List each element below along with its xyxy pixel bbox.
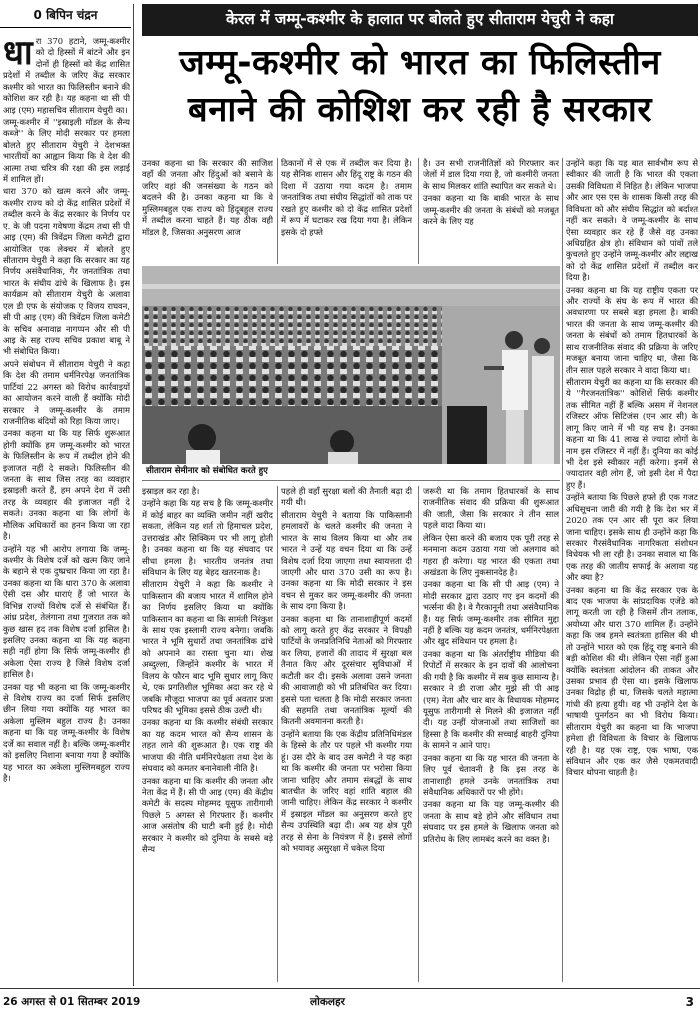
page-number: 3 bbox=[685, 995, 694, 1009]
article-column-4-bottom bbox=[423, 486, 559, 982]
left-column-body bbox=[3, 36, 130, 784]
column-rule bbox=[418, 158, 419, 264]
paragraph: उन्होंने कहा कि यह सच है कि जम्मू-कश्मीर में कोई बाहर का व्यक्ति जमीन नहीं खरीद सकता, लेकिन यह शर्त तो हिमाचल प्रदेश, उत्तराखंड और सिक्किम पर भी लागू होती है। उनका कहना था कि यह संघवाद पर सीधा हमला है। भारतीय जनतंत्र तथा संविधान के लिए यह बेहद खतरनाक है। bbox=[142, 498, 273, 577]
paragraph: उनका कहना था कि यह राष्ट्रीय एकता पर और राज्यों के संघ के रूप में भारत की अवधारणा पर सबसे बड़ा हमला है। बाकी भारत की जनता के साथ जम्मू-कश्मीर की जनता के संबंधों को तमाम हितधारकों के साथ राजनीतिक संवाद की प्रक्रिया के जरिए मजबूत बनाया जाना चाहिए था, जैसा कि तीन साल पहले सरकार ने वादा किया था। bbox=[566, 284, 698, 375]
paragraph: उनका कहना था कि यह सिर्फ शुरूआत होगी क्योंकि हम जम्मू-कश्मीर को भारत के फिलिस्तीन के रूप में तब्दील होने की इजाजत नहीं दे सकते। फिलिस्तीन की जनता के साथ जिस तरह का व्यवहार इस्राइली करते हैं, हम अपने देश में उसी तरह के व्यवहार की इजाजत नहीं दे सकते। उनका कहना था कि लोगों के मौलिक अधिकारों का हनन किया जा रहा है। bbox=[3, 428, 130, 542]
article-column-2-top bbox=[142, 158, 273, 264]
paragraph: उनका कहना था कि सी पी आइ (एम) ने मोदी सरकार द्वारा उठाए गए इन कदमों की भर्त्सना की है। वे गैरकानूनी तथा असंवैधानिक हैं। यह सिर्फ जम्मू-कश्मीर तक सीमित मुद्दा नहीं है बल्कि यह कदम जनतंत्र, धर्मनिरपेक्षता और खुद संविधान पर हमला है। bbox=[423, 579, 559, 647]
paragraph: उनका कहना था कि कश्मीर संबंधी सरकार का यह कदम भारत को सैन्य शासन के तहत लाने की शुरूआत है। एक राष्ट्र की भाजपा की नीति धर्मनिरपेक्षता तथा देश के संघवाद को कमतर बनानेवाली नीति है। bbox=[142, 717, 273, 774]
seminar-photo bbox=[142, 266, 560, 464]
headline bbox=[142, 40, 698, 134]
paragraph: उनका कहना था कि बाकी भारत के साथ जम्मू-कश्मीर की जनता के संबंधों को मजबूत करने के लिए यह bbox=[423, 193, 559, 227]
kicker-banner: केरल में जम्मू-कश्मीर के हालात पर बोलते हुए सीताराम येचुरी ने कहा bbox=[142, 4, 698, 36]
paragraph: उन्होंने यह भी आरोप लगाया कि जम्मू-कश्मीर के विशेष दर्जे को खत्म किए जाने के बहाने से एक दुष्प्रचार किया जा रहा है। उनका कहना था कि धारा 370 के अलावा ऐसी दस और धाराएं हैं जो भारत के विभिन्न राज्यों विशेष दर्जे से संबंधित हैं। आंध्र प्रदेश, तेलंगाना तथा गुजरात तक को कुछ खास हद तक विशेष दर्जा हासिल है। इसलिए उनका कहना था कि यह कहना सही नहीं होगा कि सिर्फ जम्मू-कश्मीर ही अकेला ऐसा राज्य है जिसे विशेष दर्जा हासिल है। bbox=[3, 543, 130, 680]
headline-line-1: जम्मू-कश्मीर को भारत का फिलिस्तीन bbox=[179, 43, 661, 83]
paragraph: पहले ही वहाँ सुरक्षा बलों की तैनाती बढ़ा दी गयी थी। bbox=[281, 486, 412, 508]
article-column-3-top bbox=[281, 158, 412, 264]
paragraph: उनका कहना था कि अंतर्राष्ट्रीय मीडिया की रिपोर्टों में सरकार के इन दावों की आलोचना की गयी है कि कश्मीर में सब कुछ सामान्य है। सरकार ने डी राजा और मुझे सी पी आइ (एम) नेता और चार बार के विधायक मोहम्मद यूसुफ तारीगामी से मिलने की इजाजत नहीं दी। यह उन्हीं योजनाओं तथा साजिशों का हिस्सा है कि कश्मीर की सच्चाई बाहरी दुनिया के सामने न आने पाए। bbox=[423, 648, 559, 751]
paragraph: उनका कहना था कि कश्मीर की जनता और नेता केंद्र में हैं। सी पी आइ (एम) की केंद्रीय कमेटी के सदस्य मोहम्मद यूसुफ तारीगामी पिछले 5 अगस्त से गिरफ्तार हैं। कश्मीर आज असंतोष की घाटी बनी हुई है। मोदी सरकार ने कश्मीर को दुनिया के सबसे बड़े सैन्य bbox=[142, 775, 273, 855]
paragraph: लेकिन ऐसा करने की बजाय एक पूरी तरह से मनमाना कदम उठाया गया जो अलगाव को गहरा ही करेगा। यह भारत की एकता तथा अखंडता के लिए नुकसानदेह है। bbox=[423, 532, 559, 577]
paragraph: सीताराम येचुरी ने बताया कि पाकिस्तानी हमलावरों के चलते कश्मीर की जनता ने भारत के साथ विलय किया था और तब भारत ने उन्हें यह वचन दिया था कि उन्हें विशेष दर्जा दिया जाएगा तथा स्वायत्तता दी जाएगी और धारा 370 उसी का रूप है। उनका कहना था कि मोदी सरकार ने इस वचन से मुकर कर जम्मू-कश्मीर की जनता के साथ दगा किया है। bbox=[281, 509, 412, 612]
column-divider bbox=[133, 4, 134, 986]
paragraph: सीताराम येचुरी ने कहा कि कश्मीर ने पाकिस्तान की बजाय भारत में शामिल होने का निर्णय इसलिए किया था क्योंकि पाकिस्तान का कहना था कि सामंती निरंकुश के साथ एक इस्लामी राज्य बनेगा। जबकि भारत ने भूमि सुधारों तथा जनतांत्रिक ढांचे को अपनाने का रास्ता चुना था। शेख अब्दुल्ला, जिन्होंने कश्मीर के भारत में विलय के फौरन बाद भूमि सुधार लागू किए थे, एक प्रगतिशील भूमिका अदा कर रहे थे जबकि मौजूदा भाजपा का पूर्व अवतार प्रजा परिषद की भूमिका इससे ठीक उल्टी थी। bbox=[142, 579, 273, 716]
photo-caption: सीताराम सेमीनार को संबोधित करते हुए bbox=[142, 466, 560, 481]
column-rule bbox=[277, 158, 278, 264]
paragraph: जरूरी था कि तमाम हितधारकों के साथ राजनीतिक संवाद की प्रक्रिया की शुरूआत की जाती, जैसा कि सरकार ने तीन साल पहले वादा किया था। bbox=[423, 486, 559, 531]
left-column bbox=[3, 36, 130, 984]
paragraph: उनका कहना था कि सरकार की साजिश वहाँ की जनता और हिंदुओं को बसाने के जरिए वहां की जनसंख्या के गठन को बदलने की है। उनका कहना था कि वे मुस्लिमबहुल एक राज्य को हिंदूबहुल राज्य में तब्दील करना चाहते हैं। यह ठीक वही मॉडल है, जिसका अनुसरण आज bbox=[142, 158, 273, 237]
paragraph: रा 370 हटाने, जम्मू-कश्मीर को दो हिस्सों में बांटने और इन दोनों ही हिस्सों को केंद्र शासित प्रदेशों में तब्दील के जरिए केंद्र सरकार कश्मीर को भारत का फिलिस्तीन बनाने की कोशिश कर रही है। यह कहना था सी पी आइ (एम) महासचिव सीताराम येचुरी का। bbox=[3, 36, 130, 115]
paragraph: है। उन सभी राजनीतिज्ञों को गिरफ्तार कर जेलों में डाल दिया गया है, जो कश्मीरी जनता के साथ मिलकर शांति स्थापित कर सकते थे। bbox=[423, 158, 559, 191]
paragraph: ठिकानों में से एक में तब्दील कर दिया है। यह सैनिक शासन और हिंदू राष्ट्र के गठन की दिशा में उठाया गया कदम है। तमाम जनतांत्रिक तथा संघीय सिद्धांतों को ताक पर रखते हुए कश्मीर को दो केंद्र शासित प्रदेशों में रूप में घटाकर रख दिया गया है। लेकिन इसके दो हफ्ते bbox=[281, 158, 412, 237]
column-rule bbox=[418, 486, 419, 982]
paragraph: सीताराम येचुरी का कहना था कि सरकार की ये ''गैरजनतांत्रिक'' कोशिशें सिर्फ कश्मीर तक सीमित नहीं हैं बल्कि असम में नेशनल रजिस्टर ऑफ सिटिजंस (एन आर सी) के लागू किए जाने में भी यह सच है। उनका कहना था कि 41 लाख से ज्यादा लोगों के नाम इस रजिस्टर में नहीं हैं। दुनिया का कोई भी देश इसे स्वीकार नहीं करेगा। इनमें से ज्यादातर वही लोग हैं, जो इसी देश में पैदा हुए हैं। bbox=[566, 377, 698, 490]
author-byline: 0 बिपिन चंद्रन bbox=[0, 4, 131, 28]
column-rule bbox=[562, 158, 563, 982]
article-column-4-top bbox=[423, 158, 559, 264]
paragraph: उन्होंने बताया कि पिछले हफ्ते ही एक गजट अधिसूचना जारी की गयी है कि देश भर में 2020 तक एन आर सी पूरा कर लिया जाना चाहिए। इसके साथ ही उन्होंने कहा कि सरकार गैरसंवैधानिक नागरिकता संशोधन विधेयक भी ला रही है। उनका सवाल था कि एक तरह की जातीय सफाई के अलावा यह और क्या है? bbox=[566, 492, 698, 583]
page-footer bbox=[0, 988, 700, 1013]
paragraph: उनका कहना था कि यह भारत की जनता के लिए पूर्व चेतावनी है कि इस तरह के तानाशाही हमले उनके जनतांत्रिक तथा संवैधानिक अधिकारों पर भी होंगे। bbox=[423, 752, 559, 797]
paragraph: उन्होंने कहा कि यह बात सार्वभौम रूप से स्वीकार की जाती है कि भारत की एकता उसकी विविधता में निहित है। लेकिन भाजपा और आर एस एस के शासक किसी तरह की विविधता को और संघीय सिद्धांत को बर्दाश्त नहीं कर सकते। वे जम्मू-कश्मीर के साथ ऐसा व्यवहार कर रहे हैं जैसे वह उनका अधिग्रहित क्षेत्र हो। संविधान को पांवों तले कुचलते हुए उन्होंने जम्मू-कश्मीर और लद्दाख को दो केंद्र शासित प्रदेशों में तब्दील कर दिया है। bbox=[566, 158, 698, 283]
paragraph: उन्होंने बताया कि एक केंद्रीय प्रतिनिधिमंडल के हिस्से के तौर पर पहले भी कश्मीर गया हूं। उस दौरे के बाद उस कमेटी ने यह कहा था कि कश्मीर की जनता पर भरोसा किया जाना चाहिए और तमाम संबद्धों के साथ बातचीत के जरिए वहां शांति बहाल की जानी चाहिए। लेकिन केंद्र सरकार ने कश्मीर में इस्राइल मॉडल का अनुसरण करते हुए सैन्य उपस्थिति बढ़ा दी। अब यह क्षेत्र पूरी तरह से सेना के नियंत्रण में है। इससे लोगों को भयावह असुरक्षा में धकेल दिया bbox=[281, 728, 412, 854]
paragraph: धारा 370 को खत्म करने और जम्मू-कश्मीर राज्य को दो केंद्र शासित प्रदेशों में तब्दील करने के केंद्र सरकार के निर्णय पर ए. के जी पदना गवेषणा केंद्रम तथा सी पी आइ (एम) की त्रिवेंद्रम जिला कमेटी द्वारा आयोजित एक लेक्चर में बोलते हुए सीताराम येचुरी ने कहा कि सरकार का यह निर्णय असंवैधानिक, गैर जनतांत्रिक तथा भारत के संघीय ढांचे के खिलाफ है। इस कार्यक्रम को सीताराम येचुरी के अलावा एल डी एफ के संयोजक ए विजय राघवन, सी पी आइ (एम) की त्रिवेंद्रम जिला कमेटी के सचिव अनावाव्र नागप्पन और सी पी आइ के सह राज्य सचिव प्रकाश बाबू ने भी संबोधित किया। bbox=[3, 186, 130, 357]
article-column-5 bbox=[566, 158, 698, 982]
headline-line-2: बनाने की कोशिश कर रही है सरकार bbox=[188, 90, 652, 130]
paragraph: इस्राइल कर रहा है। bbox=[142, 486, 200, 496]
drop-cap: धा bbox=[3, 36, 33, 73]
paragraph: उनका यह भी कहना था कि जम्मू-कश्मीर से विशेष राज्य का दर्जा सिर्फ इसलिए छीन लिया गया क्योंकि यह भारत का अकेला मुस्लिम बहुल राज्य है। उनका कहना था कि यह जम्मू-कश्मीर के विशेष दर्जे का सवाल नहीं है। बल्कि जम्मू-कश्मीर को इसलिए निशाना बनाया गया है क्योंकि यह भारत का अकेला मुस्लिमबहुल राज्य है। bbox=[3, 681, 130, 783]
paragraph: उनका कहना था कि केंद्र सरकार एक के बाद एक भाजपा के सांप्रदायिक एजेंडे को लागू करती जा रही है जिसमें तीन तलाक, अयोध्या और धारा 370 शामिल हैं। उन्होंने कहा कि जब हमने स्वतंत्रता हासिल की थी तो उन्होंने भारत को एक हिंदू राष्ट्र बनाने की बड़ी कोशिश की थी। लेकिन ऐसा नहीं हुआ क्योंकि स्वतंत्रता आंदोलन की ताकत और उसका प्रभाव ही ऐसा था। इसके खिलाफ उनका विद्रोह ही था, जिसके चलते महात्मा गांधी की हत्या हुयी। वह भी उन्होंने देश के भाषायी पुनर्गठन का भी विरोध किया। सीताराम येचुरी का कहना था कि भाजपा हमेशा ही विविधता के विचार के खिलाफ रही है। यह एक राष्ट्र, एक भाषा, एक संविधान और एक कर जैसे एकमतवादी विचार थोपना चाहती है। bbox=[566, 584, 698, 778]
issue-date: 26 अगस्त से 01 सितम्बर 2019 bbox=[3, 996, 141, 1008]
paragraph: अपने संबोधन में सीताराम येचुरी ने कहा कि देश की तमाम धर्मनिरपेक्ष जनतांत्रिक पार्टियां 22 अगस्त को विरोध कार्रवाइयों का आयोजन करने वाली हैं क्योंकि मोदी सरकार ने जम्मू-कश्मीर के तमाम राजनीतिक बंदियों को रिहा किया जाए। bbox=[3, 358, 130, 426]
column-rule bbox=[277, 486, 278, 982]
article-column-2-bottom bbox=[142, 486, 273, 982]
article-column-3-bottom bbox=[281, 486, 412, 982]
publication-name: लोकलहर bbox=[310, 996, 345, 1008]
paragraph: जम्मू-कश्मीर में ''इस्राइली मॉडल के सैन्य कब्जे'' के लिए मोदी सरकार पर हमला बोलते हुए सीताराम येचुरी ने देशभक्त भारतीयों का आह्वान किया कि वे देश की आत्मा तथा चरित्र की रक्षा की इस लड़ाई में शामिल हों। bbox=[3, 116, 130, 185]
paragraph: उनका कहना था कि यह जम्मू-कश्मीर की जनता के साथ बड़े होने और संविधान तथा संघवाद पर इस हमले के खिलाफ जनता को प्रतिरोध के लिए लामबंद करने का वक्त है। bbox=[423, 799, 559, 844]
paragraph: उनका कहना था कि तानाशाहीपूर्ण कदमों को लागू करते हुए केंद्र सरकार ने विपक्षी पार्टियों के जनप्रतिनिधि नेताओं को गिरफ्तार कर लिया, हजारों की तादाद में सुरक्षा बल तैनात किए और दूरसंचार सुविधाओं में कटौती कर दी। इसके अलावा उसने जनता की आवाजाही को भी प्रतिबंधित कर दिया। इससे पता चलता है कि मोदी सरकार जनता की सहमति तथा जनतांत्रिक मूल्यों की कितनी अवमानना करती है। bbox=[281, 613, 412, 727]
